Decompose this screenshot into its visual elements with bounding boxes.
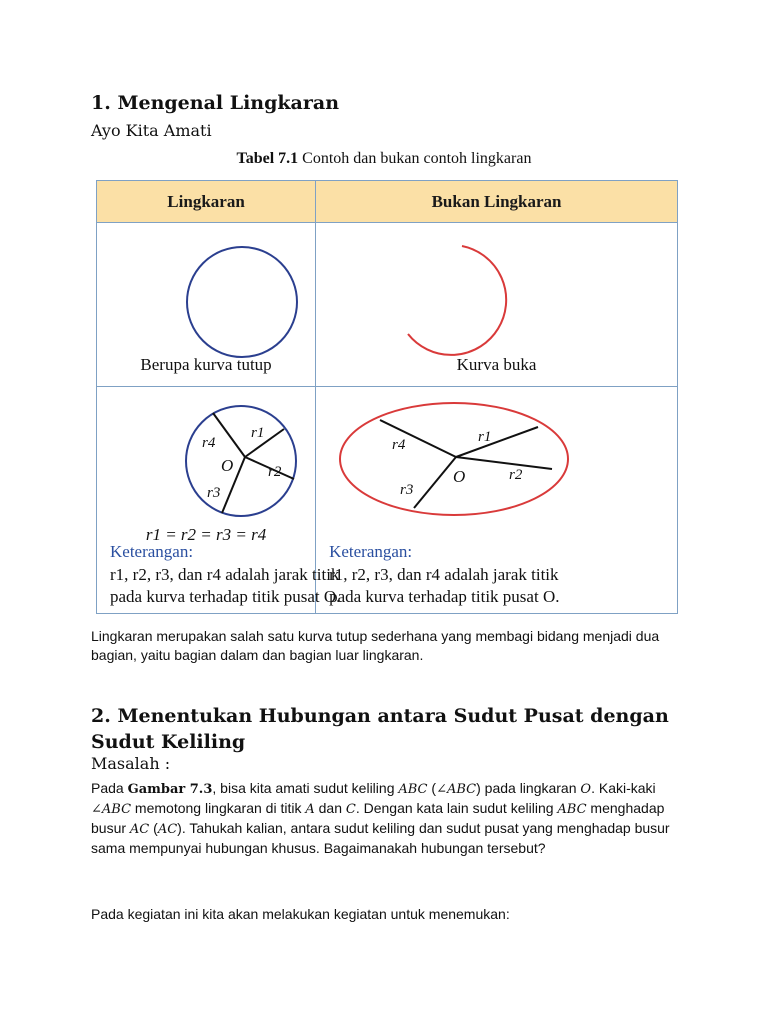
ellipse-r2-line	[456, 457, 552, 469]
table-caption-text: Contoh dan bukan contoh lingkaran	[298, 150, 532, 167]
center-label-o: O	[221, 456, 234, 475]
p-text-e: memotong lingkaran di titik	[131, 800, 306, 816]
label-r2: r2	[268, 464, 282, 480]
section1-heading: 1. Mengenal Lingkaran	[91, 92, 340, 114]
masalah-label: Masalah :	[91, 754, 171, 773]
paragraph-lingkaran-definition: Lingkaran merupakan salah satu kurva tutup sederhana yang membagi bidang menjadi dua bagian, yaitu bagian dalam dan bagian luar lingkaran.	[91, 628, 660, 663]
p-abc-2: ABC	[557, 802, 587, 817]
circle-examples-table	[96, 180, 678, 614]
circle-ket-line1: r1, r2, r3, dan r4 adalah jarak titik	[110, 565, 340, 584]
ellipse-label-r3: r3	[400, 482, 414, 498]
circle-ket-title: Keterangan:	[110, 542, 194, 561]
section1-subheading: Ayo Kita Amati	[91, 121, 212, 140]
table-header-lingkaran: Lingkaran	[97, 181, 316, 223]
open-curve-caption: Kurva buka	[456, 355, 537, 374]
paragraph-kegiatan: Pada kegiatan ini kita akan melakukan kegiatan untuk menemukan:	[91, 906, 510, 922]
blue-circle-with-radii	[186, 406, 296, 516]
table-header-bukan-lingkaran: Bukan Lingkaran	[316, 181, 678, 223]
closed-curve-caption: Berupa kurva tutup	[140, 355, 272, 374]
p-text-i: (	[149, 820, 158, 836]
p-text-f: dan	[314, 800, 346, 816]
ellipse-center-label-o: O	[453, 467, 466, 486]
p-point-c: C	[345, 802, 356, 817]
circle-ket-line2: pada kurva terhadap titik pusat O.	[110, 587, 341, 606]
radius-equation: r1 = r2 = r3 = r4	[145, 525, 267, 544]
table-caption-number: Tabel 7.1	[236, 150, 299, 167]
p-text-h: menghadap busur	[91, 800, 665, 836]
p-angle-abc: ∠ABC	[436, 782, 477, 797]
label-r1: r1	[251, 425, 265, 441]
ellipse-r1-line	[456, 427, 538, 457]
cell-circle-radii	[97, 387, 341, 614]
p-text-d: . Kaki-kaki	[591, 780, 656, 796]
ellipse-label-r2: r2	[509, 467, 523, 483]
ellipse-ket-title: Keterangan:	[329, 542, 413, 561]
p-o: O	[580, 782, 592, 797]
blue-circle	[187, 247, 297, 357]
p-text-b: (	[427, 780, 437, 796]
p-text-g: . Dengan kata lain sudut keliling	[355, 800, 558, 816]
cell-ellipse-radii	[316, 387, 678, 614]
ellipse-r3-line	[414, 457, 456, 508]
ellipse-ket-line2: pada kurva terhadap titik pusat O.	[329, 587, 560, 606]
ellipse-label-r1: r1	[478, 429, 492, 445]
cell-closed-curve	[97, 223, 316, 387]
ellipse-ket-line1: r1, r2, r3, dan r4 adalah jarak titik	[329, 565, 559, 584]
p-gambar-ref: Gambar 7.3	[127, 782, 213, 797]
ellipse-radii-figure	[316, 387, 606, 527]
p-text-a: , bisa kita amati sudut keliling	[212, 780, 399, 796]
section2-heading: 2. Menentukan Hubungan antara Sudut Pusat dengan Sudut Keliling	[91, 705, 669, 753]
p-ac: AC	[129, 822, 150, 837]
label-r3: r3	[207, 485, 221, 501]
radius-r4-line	[213, 413, 245, 457]
p-point-a: A	[305, 802, 315, 817]
p-pada: Pada	[91, 780, 128, 796]
p-ac-2: AC	[157, 822, 178, 837]
red-open-arc	[408, 246, 506, 355]
cell-open-curve	[316, 223, 678, 387]
label-r4: r4	[202, 435, 216, 451]
paragraph-problem	[91, 779, 691, 858]
ellipse-label-r4: r4	[392, 437, 406, 453]
table-caption	[0, 150, 768, 168]
p-angle-abc-2: ∠ABC	[91, 802, 132, 817]
p-abc: ABC	[398, 782, 428, 797]
p-text-j: ). Tahukah kalian, antara sudut keliling dan sudut pusat yang menghadap busur sama mempunyai hubungan khusus. Bagaimanakah hubungan tersebut?	[91, 820, 670, 856]
ellipse-ket-body	[329, 564, 599, 608]
p-text-c: ) pada lingkaran	[476, 780, 581, 796]
